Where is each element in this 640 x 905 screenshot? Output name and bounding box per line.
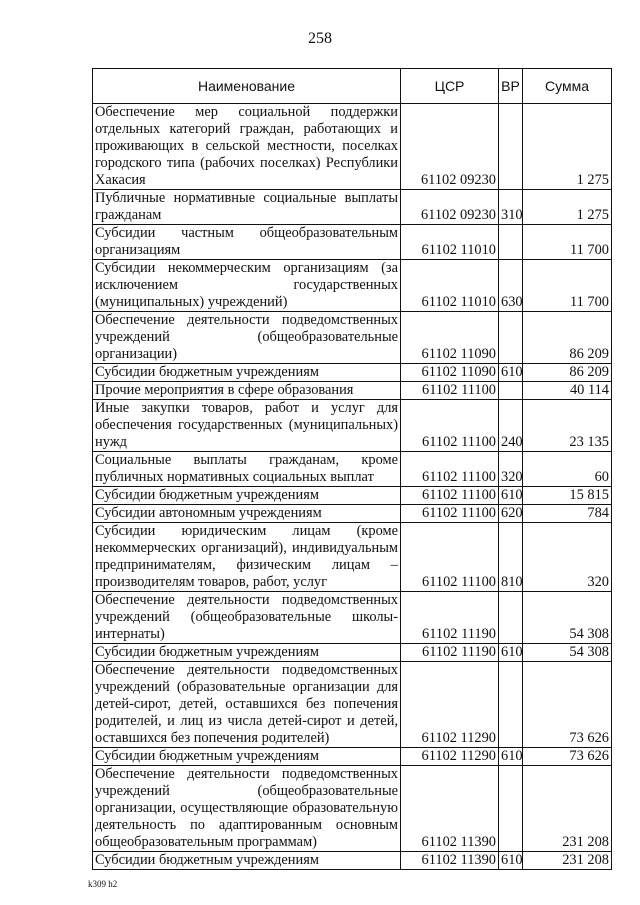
row-code: 61102 11290 <box>401 748 499 766</box>
row-name: Обеспечение деятельности подведомственных учреждений (общеобразовательные организации, осуществляющие образовательную деятельность по адаптированным основным общеобразовательным программам) <box>93 766 401 852</box>
row-code: 61102 11100 <box>401 452 499 487</box>
row-code: 61102 11100 <box>401 400 499 452</box>
row-vr <box>499 312 523 364</box>
row-vr <box>499 225 523 260</box>
table-row <box>93 260 612 312</box>
table-row <box>93 364 612 382</box>
row-vr: 630 <box>499 260 523 312</box>
row-code: 61102 11190 <box>401 592 499 644</box>
row-vr: 810 <box>499 523 523 592</box>
row-sum: 11 700 <box>523 260 612 312</box>
row-vr: 610 <box>499 364 523 382</box>
row-code: 61102 11100 <box>401 487 499 505</box>
page-number: 258 <box>308 30 332 47</box>
row-code: 61102 11390 <box>401 766 499 852</box>
row-name: Субсидии автономным учреждениям <box>93 505 401 523</box>
row-code: 61102 09230 <box>401 190 499 225</box>
table-row <box>93 382 612 400</box>
row-sum: 11 700 <box>523 225 612 260</box>
table-row <box>93 766 612 852</box>
table-row <box>93 225 612 260</box>
row-sum: 784 <box>523 505 612 523</box>
table-row <box>93 505 612 523</box>
row-name: Субсидии некоммерческим организациям (за исключением государственных (муниципальных) учреждений) <box>93 260 401 312</box>
row-sum: 231 208 <box>523 852 612 870</box>
row-sum: 73 626 <box>523 748 612 766</box>
row-sum: 15 815 <box>523 487 612 505</box>
table-row <box>93 523 612 592</box>
footer-code: k309 h2 <box>88 879 118 889</box>
row-sum: 1 275 <box>523 104 612 190</box>
header-sum: Сумма <box>523 69 612 104</box>
table-row <box>93 452 612 487</box>
row-vr: 610 <box>499 748 523 766</box>
table-header-row <box>93 69 612 104</box>
row-name: Обеспечение мер социальной поддержки отдельных категорий граждан, работающих и проживающих в сельской местности, поселках городского типа (рабочих поселках) Республики Хакасия <box>93 104 401 190</box>
row-code: 61102 11090 <box>401 312 499 364</box>
row-sum: 1 275 <box>523 190 612 225</box>
row-vr: 320 <box>499 452 523 487</box>
row-name: Субсидии бюджетным учреждениям <box>93 364 401 382</box>
row-code: 61102 11390 <box>401 852 499 870</box>
row-name: Обеспечение деятельности подведомственных учреждений (образовательные организации для детей-сирот, детей, оставшихся без попечения родителей, и лиц из числа детей-сирот и детей, оставшихся без попечения родителей) <box>93 662 401 748</box>
row-code: 61102 11100 <box>401 505 499 523</box>
table-row <box>93 104 612 190</box>
row-sum: 320 <box>523 523 612 592</box>
row-sum: 86 209 <box>523 312 612 364</box>
table-row <box>93 592 612 644</box>
row-sum: 54 308 <box>523 644 612 662</box>
table-row <box>93 312 612 364</box>
row-vr: 610 <box>499 487 523 505</box>
row-name: Субсидии бюджетным учреждениям <box>93 644 401 662</box>
table-row <box>93 190 612 225</box>
row-name: Социальные выплаты гражданам, кроме публичных нормативных социальных выплат <box>93 452 401 487</box>
row-vr: 310 <box>499 190 523 225</box>
row-code: 61102 11090 <box>401 364 499 382</box>
table-row <box>93 400 612 452</box>
row-name: Публичные нормативные социальные выплаты гражданам <box>93 190 401 225</box>
row-sum: 23 135 <box>523 400 612 452</box>
row-code: 61102 11290 <box>401 662 499 748</box>
row-vr <box>499 104 523 190</box>
row-name: Обеспечение деятельности подведомственных учреждений (общеобразовательные организации) <box>93 312 401 364</box>
row-sum: 54 308 <box>523 592 612 644</box>
row-vr <box>499 662 523 748</box>
row-vr <box>499 766 523 852</box>
row-name: Субсидии бюджетным учреждениям <box>93 748 401 766</box>
row-code: 61102 11190 <box>401 644 499 662</box>
row-sum: 231 208 <box>523 766 612 852</box>
row-code: 61102 11100 <box>401 523 499 592</box>
header-vr: ВР <box>499 69 523 104</box>
header-name: Наименование <box>93 69 401 104</box>
table-row <box>93 644 612 662</box>
row-name: Обеспечение деятельности подведомственных учреждений (общеобразовательные школы-интернаты) <box>93 592 401 644</box>
header-code: ЦСР <box>401 69 499 104</box>
row-name: Субсидии бюджетным учреждениям <box>93 487 401 505</box>
table-body <box>93 104 612 870</box>
row-sum: 60 <box>523 452 612 487</box>
row-vr: 610 <box>499 852 523 870</box>
row-vr <box>499 382 523 400</box>
table-row <box>93 487 612 505</box>
row-name: Субсидии бюджетным учреждениям <box>93 852 401 870</box>
row-vr: 240 <box>499 400 523 452</box>
row-name: Субсидии частным общеобразовательным организациям <box>93 225 401 260</box>
budget-table <box>92 68 612 870</box>
row-vr <box>499 592 523 644</box>
row-vr: 610 <box>499 644 523 662</box>
table-row <box>93 748 612 766</box>
row-code: 61102 11100 <box>401 382 499 400</box>
row-sum: 40 114 <box>523 382 612 400</box>
row-code: 61102 11010 <box>401 260 499 312</box>
row-name: Прочие мероприятия в сфере образования <box>93 382 401 400</box>
row-code: 61102 11010 <box>401 225 499 260</box>
row-vr: 620 <box>499 505 523 523</box>
table-row <box>93 662 612 748</box>
row-name: Субсидии юридическим лицам (кроме некоммерческих организаций), индивидуальным предпринимателям, физическим лицам – производителям товаров, работ, услуг <box>93 523 401 592</box>
row-name: Иные закупки товаров, работ и услуг для обеспечения государственных (муниципальных) нужд <box>93 400 401 452</box>
table-row <box>93 852 612 870</box>
row-sum: 86 209 <box>523 364 612 382</box>
row-sum: 73 626 <box>523 662 612 748</box>
row-code: 61102 09230 <box>401 104 499 190</box>
